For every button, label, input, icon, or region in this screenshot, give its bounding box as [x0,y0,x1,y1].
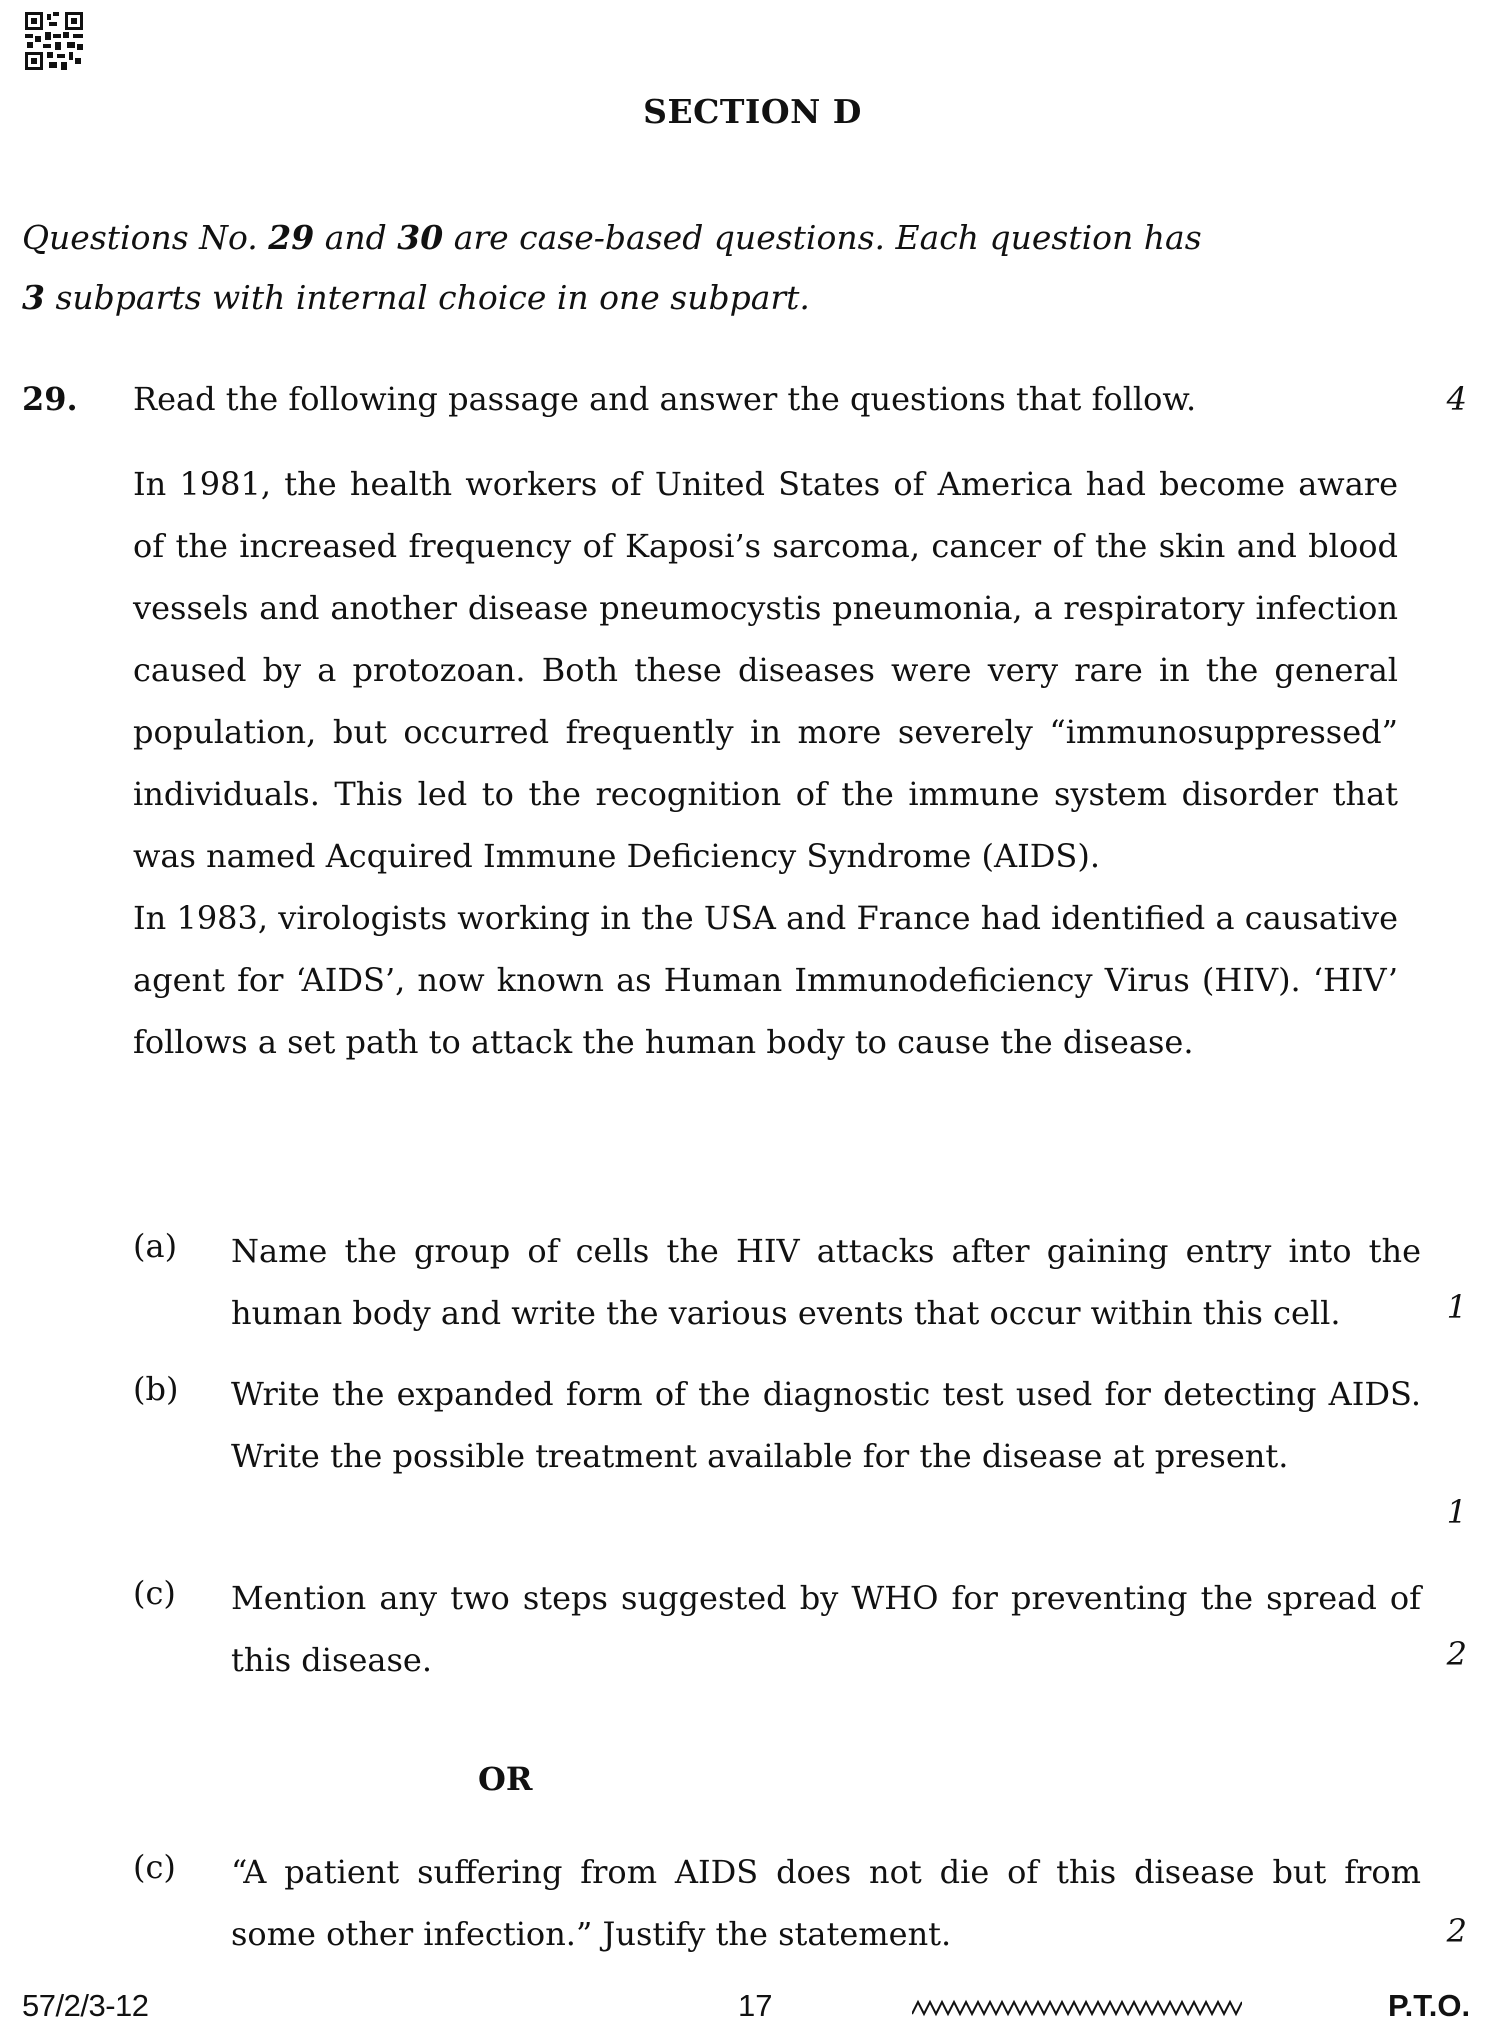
qr-code-icon [25,12,83,70]
passage-paragraph: In 1981, the health workers of United States of America had become aware of the increased frequency of Kaposi’s sarcoma, cancer of the skin and blood vessels and another disease pneumocystis pneumonia, a respiratory infection caused by a protozoan. Both these diseases were very rare in the general population, but occurred frequently in more severely “immunosuppressed” individuals. This led to the recognition of the immune system disorder that was named Acquired Immune Deficiency Syndrome (AIDS). [133,465,1398,875]
question-number: 29. [22,380,78,418]
case-passage [133,453,1398,1073]
subpart-label: (c) [133,1574,176,1612]
subpart-marks: 1 [1446,1288,1467,1326]
subpart-marks: 2 [1446,1635,1467,1673]
or-divider: OR [478,1760,533,1798]
question-instruction: Read the following passage and answer the questions that follow. [133,380,1197,418]
section-instructions: Questions No. 29 and 30 are case-based questions. Each question has 3 subparts with internal choice in one subpart. [22,218,1202,317]
alternate-subpart-label: (c) [133,1848,176,1886]
please-turn-over: P.T.O. [1388,1988,1471,2023]
page-number: 17 [738,1988,773,2023]
question-total-marks: 4 [1446,380,1467,418]
subpart-label: (a) [133,1227,178,1265]
subpart-text: Write the expanded form of the diagnostic test used for detecting AIDS. Write the possible treatment available for the disease at present. [231,1375,1421,1475]
alternate-subpart-marks: 2 [1446,1912,1467,1950]
wavy-line-icon [912,1996,1242,2020]
subpart-text: Name the group of cells the HIV attacks after gaining entry into the human body and write the various events that occur within this cell. [231,1232,1421,1332]
paper-code: 57/2/3-12 [22,1988,149,2023]
alternate-subpart-text: “A patient suffering from AIDS does not die of this disease but from some other infection.” Justify the statement. [231,1853,1421,1953]
subpart-marks: 1 [1446,1493,1467,1531]
subpart-text: Mention any two steps suggested by WHO for preventing the spread of this disease. [231,1579,1421,1679]
subpart-label: (b) [133,1370,179,1408]
passage-paragraph: In 1983, virologists working in the USA and France had identified a causative agent for ‘AIDS’, now known as Human Immunodeficiency Virus (HIV). ‘HIV’ follows a set path to attack the human body to cause the disease. [133,899,1398,1061]
section-title: SECTION D [643,92,862,131]
